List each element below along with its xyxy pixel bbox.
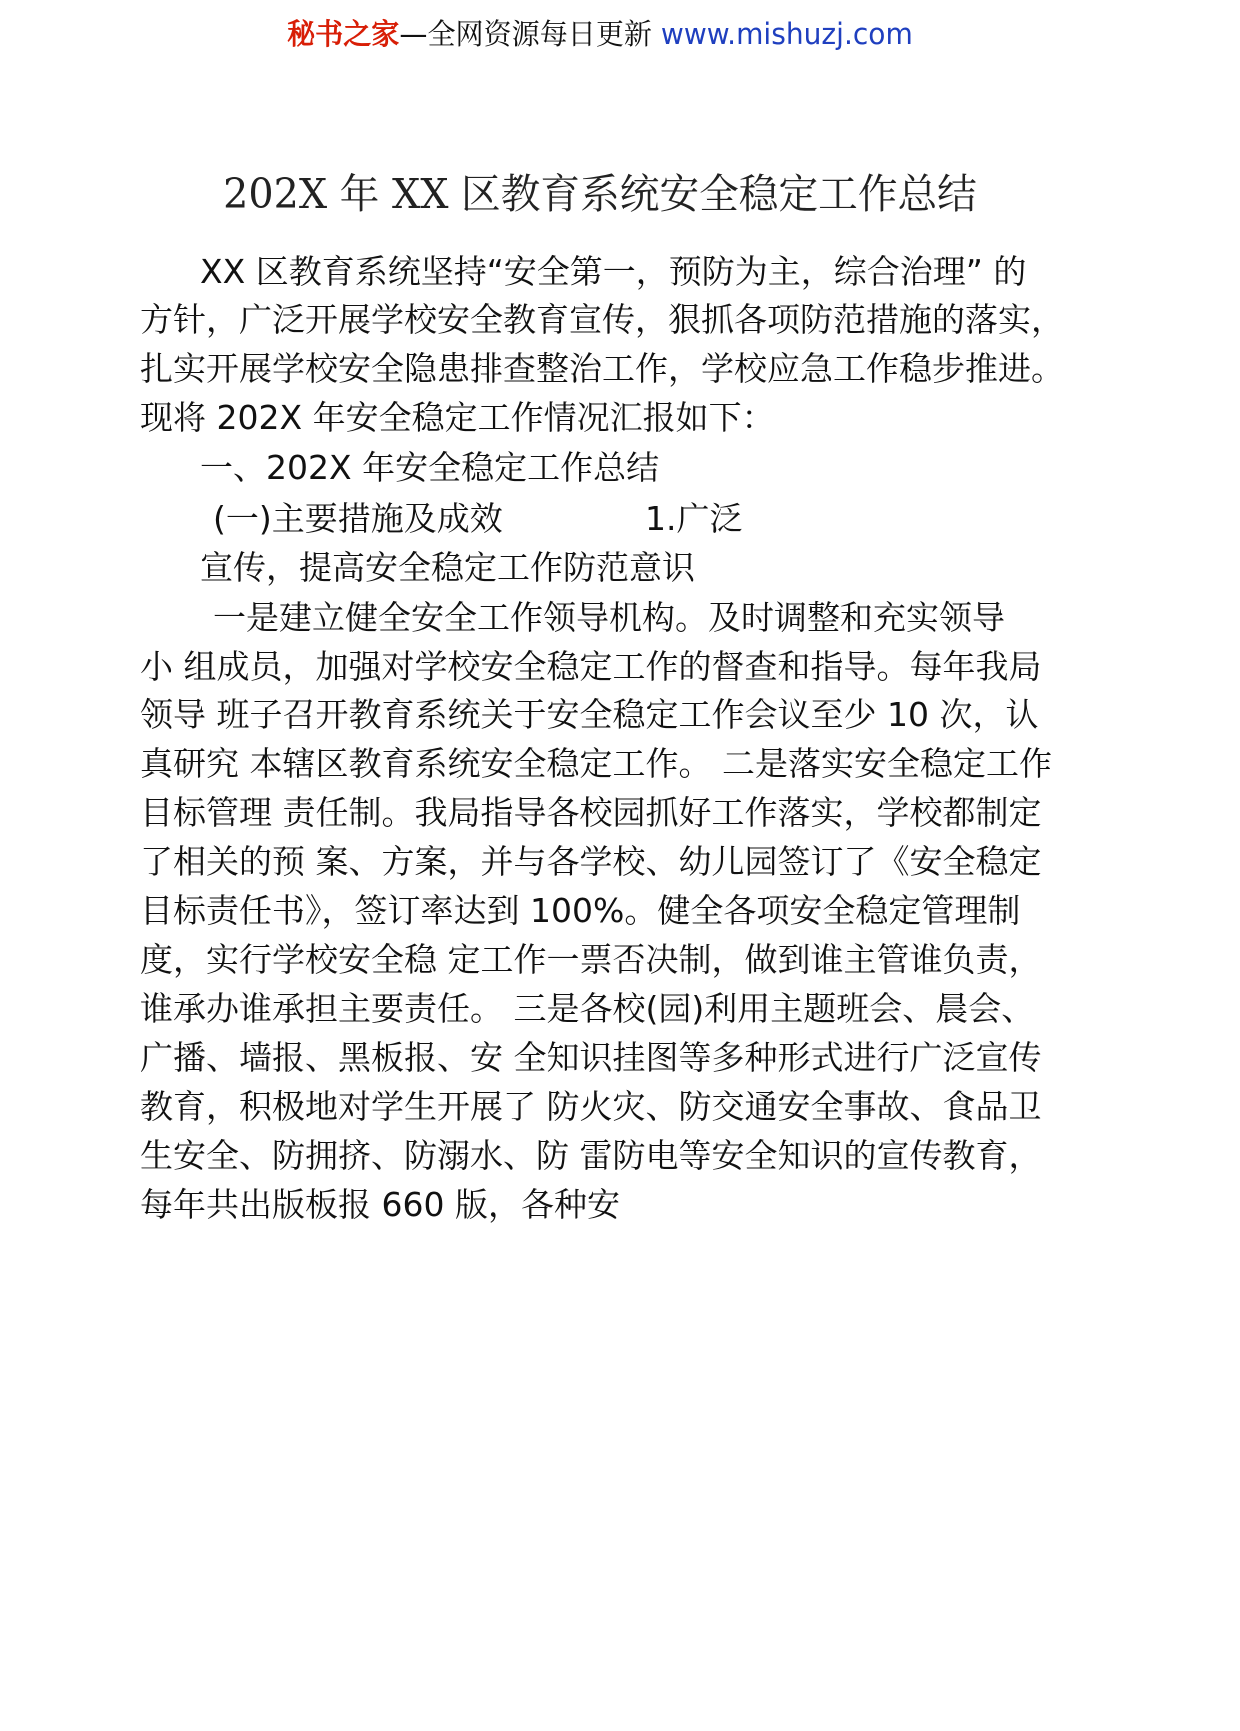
site-tagline: —全网资源每日更新 xyxy=(399,17,652,51)
paragraph-line: 扎实开展学校安全隐患排查整治工作，学校应急工作稳步推进。 xyxy=(140,349,1064,388)
paragraph-line: 了相关的预 案、方案，并与各学校、幼儿园签订了《安全稳定 xyxy=(140,842,1042,881)
paragraph-line: 生安全、防拥挤、防溺水、防 雷防电等安全知识的宣传教育， xyxy=(140,1136,1042,1175)
paragraph-line: 度，实行学校安全稳 定工作一票否决制，做到谁主管谁负责， xyxy=(140,940,1042,979)
document-title: 202X 年 XX 区教育系统安全稳定工作总结 xyxy=(223,170,977,218)
site-header-banner xyxy=(0,14,1200,54)
paragraph-line: 领导 班子召开教育系统关于安全稳定工作会议至少 10 次，认 xyxy=(140,695,1039,734)
paragraph-line: 教育，积极地对学生开展了 防火灾、防交通安全事故、食品卫 xyxy=(140,1087,1042,1126)
subsection-item-number: 1.广泛 xyxy=(645,499,743,538)
site-url-link[interactable]: www.mishuzj.com xyxy=(660,17,913,51)
paragraph-line: 小 组成员，加强对学校安全稳定工作的督查和指导。每年我局 xyxy=(140,647,1042,686)
paragraph-line: 现将 202X 年安全稳定工作情况汇报如下： xyxy=(140,398,775,437)
subsection-item-title: 宣传，提高安全稳定工作防范意识 xyxy=(200,548,695,587)
paragraph-line: 方针，广泛开展学校安全教育宣传，狠抓各项防范措施的落实， xyxy=(140,300,1064,339)
paragraph-line: 谁承办谁承担主要责任。 三是各校(园)利用主题班会、晨会、 xyxy=(140,989,1035,1028)
paragraph-line: 目标管理 责任制。我局指导各校园抓好工作落实，学校都制定 xyxy=(140,793,1042,832)
paragraph-line: 目标责任书》，签订率达到 100%。健全各项安全稳定管理制 xyxy=(140,891,1021,930)
paragraph-line: 广播、墙报、黑板报、安 全知识挂图等多种形式进行广泛宣传 xyxy=(140,1038,1042,1077)
paragraph-line: XX 区教育系统坚持“安全第一，预防为主，综合治理” 的 xyxy=(200,252,1027,291)
paragraph-line: 真研究 本辖区教育系统安全稳定工作。 二是落实安全稳定工作 xyxy=(140,744,1052,783)
paragraph-line: 每年共出版板报 660 版，各种安 xyxy=(140,1185,620,1224)
subsection-heading: (一)主要措施及成效 xyxy=(213,499,503,538)
paragraph-line: 一是建立健全安全工作领导机构。及时调整和充实领导 xyxy=(213,598,1005,637)
section-heading: 一、202X 年安全稳定工作总结 xyxy=(200,448,660,487)
site-brand-name: 秘书之家 xyxy=(287,17,400,51)
